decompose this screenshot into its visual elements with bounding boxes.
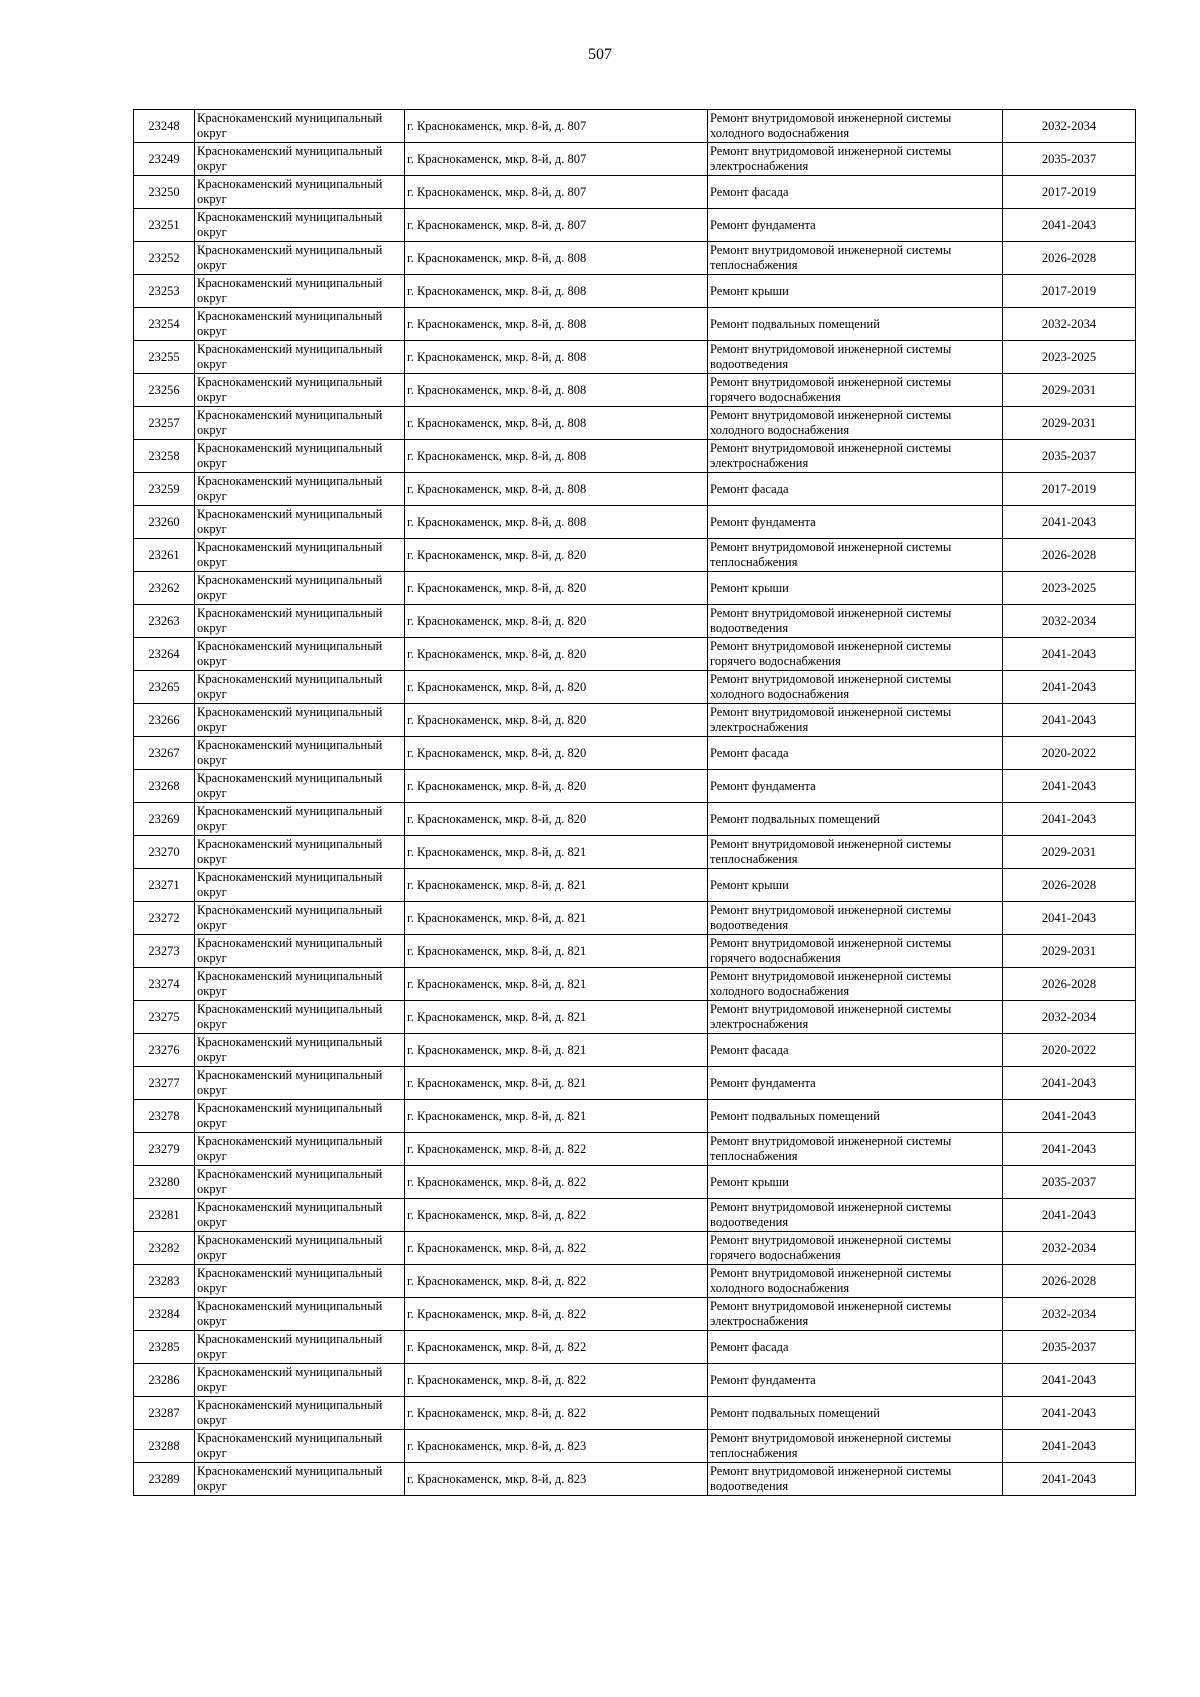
work-type-cell: Ремонт внутридомовой инженерной системы теплоснабжения [708, 1133, 1003, 1166]
period-cell: 2041-2043 [1003, 1397, 1136, 1430]
municipality-cell: Краснокаменский муниципальный округ [195, 143, 405, 176]
period-cell: 2041-2043 [1003, 803, 1136, 836]
table-row [134, 638, 1136, 671]
work-type-cell: Ремонт внутридомовой инженерной системы электроснабжения [708, 440, 1003, 473]
row-number: 23257 [134, 407, 195, 440]
period-cell: 2041-2043 [1003, 671, 1136, 704]
table-row [134, 539, 1136, 572]
municipality-cell: Краснокаменский муниципальный округ [195, 1034, 405, 1067]
address-cell: г. Краснокаменск, мкр. 8-й, д. 807 [405, 209, 708, 242]
work-type-cell: Ремонт подвальных помещений [708, 308, 1003, 341]
period-cell: 2032-2034 [1003, 308, 1136, 341]
work-type-cell: Ремонт крыши [708, 275, 1003, 308]
row-number: 23287 [134, 1397, 195, 1430]
row-number: 23279 [134, 1133, 195, 1166]
table-row [134, 176, 1136, 209]
table-row [134, 473, 1136, 506]
table-row [134, 869, 1136, 902]
address-cell: г. Краснокаменск, мкр. 8-й, д. 821 [405, 1100, 708, 1133]
table-row [134, 1265, 1136, 1298]
municipality-cell: Краснокаменский муниципальный округ [195, 836, 405, 869]
table-row [134, 1067, 1136, 1100]
period-cell: 2032-2034 [1003, 1298, 1136, 1331]
municipality-cell: Краснокаменский муниципальный округ [195, 704, 405, 737]
work-type-cell: Ремонт внутридомовой инженерной системы горячего водоснабжения [708, 374, 1003, 407]
table-row [134, 1133, 1136, 1166]
municipality-cell: Краснокаменский муниципальный округ [195, 374, 405, 407]
municipality-cell: Краснокаменский муниципальный округ [195, 803, 405, 836]
period-cell: 2032-2034 [1003, 1232, 1136, 1265]
work-type-cell: Ремонт крыши [708, 1166, 1003, 1199]
address-cell: г. Краснокаменск, мкр. 8-й, д. 822 [405, 1166, 708, 1199]
row-number: 23276 [134, 1034, 195, 1067]
table-row [134, 902, 1136, 935]
period-cell: 2041-2043 [1003, 770, 1136, 803]
address-cell: г. Краснокаменск, мкр. 8-й, д. 822 [405, 1199, 708, 1232]
work-type-cell: Ремонт подвальных помещений [708, 1100, 1003, 1133]
period-cell: 2041-2043 [1003, 1133, 1136, 1166]
municipality-cell: Краснокаменский муниципальный округ [195, 209, 405, 242]
table-row [134, 1166, 1136, 1199]
municipality-cell: Краснокаменский муниципальный округ [195, 1199, 405, 1232]
period-cell: 2035-2037 [1003, 1166, 1136, 1199]
table-body [134, 110, 1136, 1496]
address-cell: г. Краснокаменск, мкр. 8-й, д. 820 [405, 704, 708, 737]
table-row [134, 209, 1136, 242]
municipality-cell: Краснокаменский муниципальный округ [195, 935, 405, 968]
address-cell: г. Краснокаменск, мкр. 8-й, д. 823 [405, 1463, 708, 1496]
table-row [134, 572, 1136, 605]
row-number: 23253 [134, 275, 195, 308]
work-type-cell: Ремонт фундамента [708, 1067, 1003, 1100]
address-cell: г. Краснокаменск, мкр. 8-й, д. 822 [405, 1265, 708, 1298]
row-number: 23274 [134, 968, 195, 1001]
work-type-cell: Ремонт внутридомовой инженерной системы холодного водоснабжения [708, 1265, 1003, 1298]
table-row [134, 308, 1136, 341]
row-number: 23286 [134, 1364, 195, 1397]
row-number: 23272 [134, 902, 195, 935]
work-type-cell: Ремонт внутридомовой инженерной системы горячего водоснабжения [708, 638, 1003, 671]
work-type-cell: Ремонт внутридомовой инженерной системы электроснабжения [708, 1001, 1003, 1034]
table-row [134, 737, 1136, 770]
municipality-cell: Краснокаменский муниципальный округ [195, 1331, 405, 1364]
row-number: 23282 [134, 1232, 195, 1265]
period-cell: 2020-2022 [1003, 737, 1136, 770]
address-cell: г. Краснокаменск, мкр. 8-й, д. 808 [405, 341, 708, 374]
table-row [134, 836, 1136, 869]
row-number: 23270 [134, 836, 195, 869]
address-cell: г. Краснокаменск, мкр. 8-й, д. 820 [405, 671, 708, 704]
period-cell: 2026-2028 [1003, 1265, 1136, 1298]
period-cell: 2035-2037 [1003, 440, 1136, 473]
row-number: 23261 [134, 539, 195, 572]
municipality-cell: Краснокаменский муниципальный округ [195, 176, 405, 209]
address-cell: г. Краснокаменск, мкр. 8-й, д. 820 [405, 737, 708, 770]
period-cell: 2023-2025 [1003, 341, 1136, 374]
row-number: 23288 [134, 1430, 195, 1463]
period-cell: 2026-2028 [1003, 539, 1136, 572]
row-number: 23262 [134, 572, 195, 605]
work-type-cell: Ремонт фасада [708, 1034, 1003, 1067]
address-cell: г. Краснокаменск, мкр. 8-й, д. 821 [405, 869, 708, 902]
work-type-cell: Ремонт фундамента [708, 209, 1003, 242]
period-cell: 2032-2034 [1003, 605, 1136, 638]
table-row [134, 671, 1136, 704]
municipality-cell: Краснокаменский муниципальный округ [195, 539, 405, 572]
work-type-cell: Ремонт фундамента [708, 1364, 1003, 1397]
row-number: 23258 [134, 440, 195, 473]
municipality-cell: Краснокаменский муниципальный округ [195, 110, 405, 143]
row-number: 23252 [134, 242, 195, 275]
work-type-cell: Ремонт внутридомовой инженерной системы теплоснабжения [708, 1430, 1003, 1463]
municipality-cell: Краснокаменский муниципальный округ [195, 1364, 405, 1397]
work-type-cell: Ремонт внутридомовой инженерной системы водоотведения [708, 605, 1003, 638]
period-cell: 2041-2043 [1003, 902, 1136, 935]
work-type-cell: Ремонт внутридомовой инженерной системы водоотведения [708, 902, 1003, 935]
municipality-cell: Краснокаменский муниципальный округ [195, 341, 405, 374]
table-row [134, 1001, 1136, 1034]
address-cell: г. Краснокаменск, мкр. 8-й, д. 808 [405, 473, 708, 506]
address-cell: г. Краснокаменск, мкр. 8-й, д. 822 [405, 1298, 708, 1331]
municipality-cell: Краснокаменский муниципальный округ [195, 1001, 405, 1034]
work-type-cell: Ремонт внутридомовой инженерной системы теплоснабжения [708, 539, 1003, 572]
municipality-cell: Краснокаменский муниципальный округ [195, 572, 405, 605]
municipality-cell: Краснокаменский муниципальный округ [195, 242, 405, 275]
period-cell: 2017-2019 [1003, 275, 1136, 308]
work-type-cell: Ремонт подвальных помещений [708, 803, 1003, 836]
address-cell: г. Краснокаменск, мкр. 8-й, д. 821 [405, 902, 708, 935]
work-type-cell: Ремонт внутридомовой инженерной системы холодного водоснабжения [708, 407, 1003, 440]
municipality-cell: Краснокаменский муниципальный округ [195, 1133, 405, 1166]
table-row [134, 275, 1136, 308]
work-type-cell: Ремонт внутридомовой инженерной системы горячего водоснабжения [708, 1232, 1003, 1265]
period-cell: 2029-2031 [1003, 836, 1136, 869]
address-cell: г. Краснокаменск, мкр. 8-й, д. 808 [405, 242, 708, 275]
municipality-cell: Краснокаменский муниципальный округ [195, 770, 405, 803]
municipality-cell: Краснокаменский муниципальный округ [195, 605, 405, 638]
municipality-cell: Краснокаменский муниципальный округ [195, 638, 405, 671]
table-row [134, 1331, 1136, 1364]
municipality-cell: Краснокаменский муниципальный округ [195, 275, 405, 308]
table-row [134, 1397, 1136, 1430]
row-number: 23251 [134, 209, 195, 242]
table-row [134, 1364, 1136, 1397]
address-cell: г. Краснокаменск, мкр. 8-й, д. 808 [405, 440, 708, 473]
period-cell: 2029-2031 [1003, 374, 1136, 407]
address-cell: г. Краснокаменск, мкр. 8-й, д. 822 [405, 1331, 708, 1364]
period-cell: 2041-2043 [1003, 638, 1136, 671]
table-row [134, 803, 1136, 836]
address-cell: г. Краснокаменск, мкр. 8-й, д. 821 [405, 836, 708, 869]
row-number: 23277 [134, 1067, 195, 1100]
period-cell: 2041-2043 [1003, 1100, 1136, 1133]
work-type-cell: Ремонт фасада [708, 473, 1003, 506]
table-row [134, 110, 1136, 143]
row-number: 23264 [134, 638, 195, 671]
municipality-cell: Краснокаменский муниципальный округ [195, 737, 405, 770]
row-number: 23284 [134, 1298, 195, 1331]
period-cell: 2026-2028 [1003, 869, 1136, 902]
period-cell: 2029-2031 [1003, 935, 1136, 968]
work-type-cell: Ремонт крыши [708, 572, 1003, 605]
municipality-cell: Краснокаменский муниципальный округ [195, 440, 405, 473]
period-cell: 2026-2028 [1003, 968, 1136, 1001]
work-type-cell: Ремонт фасада [708, 176, 1003, 209]
period-cell: 2041-2043 [1003, 1199, 1136, 1232]
table-row [134, 770, 1136, 803]
work-type-cell: Ремонт внутридомовой инженерной системы горячего водоснабжения [708, 935, 1003, 968]
work-type-cell: Ремонт фундамента [708, 770, 1003, 803]
row-number: 23273 [134, 935, 195, 968]
municipality-cell: Краснокаменский муниципальный округ [195, 1232, 405, 1265]
table-row [134, 143, 1136, 176]
work-type-cell: Ремонт внутридомовой инженерной системы теплоснабжения [708, 836, 1003, 869]
table-row [134, 506, 1136, 539]
municipality-cell: Краснокаменский муниципальный округ [195, 1298, 405, 1331]
table-row [134, 1463, 1136, 1496]
address-cell: г. Краснокаменск, мкр. 8-й, д. 821 [405, 968, 708, 1001]
municipality-cell: Краснокаменский муниципальный округ [195, 1397, 405, 1430]
address-cell: г. Краснокаменск, мкр. 8-й, д. 820 [405, 572, 708, 605]
address-cell: г. Краснокаменск, мкр. 8-й, д. 822 [405, 1133, 708, 1166]
address-cell: г. Краснокаменск, мкр. 8-й, д. 822 [405, 1232, 708, 1265]
repair-schedule-table [133, 109, 1136, 1496]
municipality-cell: Краснокаменский муниципальный округ [195, 671, 405, 704]
work-type-cell: Ремонт внутридомовой инженерной системы холодного водоснабжения [708, 671, 1003, 704]
row-number: 23281 [134, 1199, 195, 1232]
page-number: 507 [588, 46, 612, 63]
work-type-cell: Ремонт внутридомовой инженерной системы водоотведения [708, 1463, 1003, 1496]
row-number: 23285 [134, 1331, 195, 1364]
period-cell: 2041-2043 [1003, 1463, 1136, 1496]
work-type-cell: Ремонт внутридомовой инженерной системы электроснабжения [708, 704, 1003, 737]
row-number: 23263 [134, 605, 195, 638]
work-type-cell: Ремонт фасада [708, 737, 1003, 770]
work-type-cell: Ремонт внутридомовой инженерной системы электроснабжения [708, 143, 1003, 176]
period-cell: 2026-2028 [1003, 242, 1136, 275]
work-type-cell: Ремонт фасада [708, 1331, 1003, 1364]
row-number: 23289 [134, 1463, 195, 1496]
period-cell: 2041-2043 [1003, 1430, 1136, 1463]
table-row [134, 704, 1136, 737]
table-row [134, 1298, 1136, 1331]
work-type-cell: Ремонт внутридомовой инженерной системы холодного водоснабжения [708, 110, 1003, 143]
address-cell: г. Краснокаменск, мкр. 8-й, д. 820 [405, 638, 708, 671]
address-cell: г. Краснокаменск, мкр. 8-й, д. 821 [405, 935, 708, 968]
period-cell: 2020-2022 [1003, 1034, 1136, 1067]
work-type-cell: Ремонт подвальных помещений [708, 1397, 1003, 1430]
work-type-cell: Ремонт внутридомовой инженерной системы водоотведения [708, 341, 1003, 374]
table-row [134, 605, 1136, 638]
municipality-cell: Краснокаменский муниципальный округ [195, 407, 405, 440]
table-row [134, 1199, 1136, 1232]
municipality-cell: Краснокаменский муниципальный округ [195, 473, 405, 506]
address-cell: г. Краснокаменск, мкр. 8-й, д. 808 [405, 374, 708, 407]
row-number: 23249 [134, 143, 195, 176]
address-cell: г. Краснокаменск, мкр. 8-й, д. 808 [405, 407, 708, 440]
address-cell: г. Краснокаменск, мкр. 8-й, д. 820 [405, 605, 708, 638]
row-number: 23248 [134, 110, 195, 143]
row-number: 23267 [134, 737, 195, 770]
municipality-cell: Краснокаменский муниципальный округ [195, 1430, 405, 1463]
row-number: 23260 [134, 506, 195, 539]
municipality-cell: Краснокаменский муниципальный округ [195, 968, 405, 1001]
work-type-cell: Ремонт внутридомовой инженерной системы теплоснабжения [708, 242, 1003, 275]
row-number: 23268 [134, 770, 195, 803]
table-row [134, 935, 1136, 968]
row-number: 23269 [134, 803, 195, 836]
municipality-cell: Краснокаменский муниципальный округ [195, 506, 405, 539]
table-row [134, 440, 1136, 473]
municipality-cell: Краснокаменский муниципальный округ [195, 1067, 405, 1100]
row-number: 23256 [134, 374, 195, 407]
address-cell: г. Краснокаменск, мкр. 8-й, д. 820 [405, 539, 708, 572]
row-number: 23259 [134, 473, 195, 506]
municipality-cell: Краснокаменский муниципальный округ [195, 902, 405, 935]
period-cell: 2041-2043 [1003, 1364, 1136, 1397]
table-row [134, 968, 1136, 1001]
work-type-cell: Ремонт внутридомовой инженерной системы водоотведения [708, 1199, 1003, 1232]
municipality-cell: Краснокаменский муниципальный округ [195, 1265, 405, 1298]
address-cell: г. Краснокаменск, мкр. 8-й, д. 821 [405, 1034, 708, 1067]
address-cell: г. Краснокаменск, мкр. 8-й, д. 808 [405, 308, 708, 341]
work-type-cell: Ремонт крыши [708, 869, 1003, 902]
row-number: 23275 [134, 1001, 195, 1034]
table-row [134, 341, 1136, 374]
row-number: 23265 [134, 671, 195, 704]
period-cell: 2017-2019 [1003, 473, 1136, 506]
period-cell: 2035-2037 [1003, 143, 1136, 176]
address-cell: г. Краснокаменск, мкр. 8-й, д. 820 [405, 770, 708, 803]
municipality-cell: Краснокаменский муниципальный округ [195, 1100, 405, 1133]
row-number: 23271 [134, 869, 195, 902]
table-row [134, 1034, 1136, 1067]
row-number: 23266 [134, 704, 195, 737]
table-row [134, 374, 1136, 407]
address-cell: г. Краснокаменск, мкр. 8-й, д. 808 [405, 275, 708, 308]
work-type-cell: Ремонт внутридомовой инженерной системы электроснабжения [708, 1298, 1003, 1331]
address-cell: г. Краснокаменск, мкр. 8-й, д. 821 [405, 1067, 708, 1100]
table-row [134, 242, 1136, 275]
row-number: 23255 [134, 341, 195, 374]
period-cell: 2041-2043 [1003, 506, 1136, 539]
address-cell: г. Краснокаменск, мкр. 8-й, д. 807 [405, 110, 708, 143]
address-cell: г. Краснокаменск, мкр. 8-й, д. 808 [405, 506, 708, 539]
table-row [134, 407, 1136, 440]
period-cell: 2032-2034 [1003, 110, 1136, 143]
work-type-cell: Ремонт внутридомовой инженерной системы холодного водоснабжения [708, 968, 1003, 1001]
row-number: 23283 [134, 1265, 195, 1298]
address-cell: г. Краснокаменск, мкр. 8-й, д. 807 [405, 176, 708, 209]
address-cell: г. Краснокаменск, мкр. 8-й, д. 820 [405, 803, 708, 836]
municipality-cell: Краснокаменский муниципальный округ [195, 1166, 405, 1199]
period-cell: 2017-2019 [1003, 176, 1136, 209]
period-cell: 2041-2043 [1003, 209, 1136, 242]
table-row [134, 1100, 1136, 1133]
municipality-cell: Краснокаменский муниципальный округ [195, 1463, 405, 1496]
row-number: 23250 [134, 176, 195, 209]
period-cell: 2023-2025 [1003, 572, 1136, 605]
table-row [134, 1430, 1136, 1463]
work-type-cell: Ремонт фундамента [708, 506, 1003, 539]
period-cell: 2032-2034 [1003, 1001, 1136, 1034]
address-cell: г. Краснокаменск, мкр. 8-й, д. 807 [405, 143, 708, 176]
row-number: 23280 [134, 1166, 195, 1199]
period-cell: 2041-2043 [1003, 1067, 1136, 1100]
municipality-cell: Краснокаменский муниципальный округ [195, 308, 405, 341]
address-cell: г. Краснокаменск, мкр. 8-й, д. 821 [405, 1001, 708, 1034]
address-cell: г. Краснокаменск, мкр. 8-й, д. 822 [405, 1397, 708, 1430]
address-cell: г. Краснокаменск, мкр. 8-й, д. 823 [405, 1430, 708, 1463]
row-number: 23278 [134, 1100, 195, 1133]
address-cell: г. Краснокаменск, мкр. 8-й, д. 822 [405, 1364, 708, 1397]
period-cell: 2029-2031 [1003, 407, 1136, 440]
period-cell: 2035-2037 [1003, 1331, 1136, 1364]
row-number: 23254 [134, 308, 195, 341]
period-cell: 2041-2043 [1003, 704, 1136, 737]
municipality-cell: Краснокаменский муниципальный округ [195, 869, 405, 902]
table-row [134, 1232, 1136, 1265]
